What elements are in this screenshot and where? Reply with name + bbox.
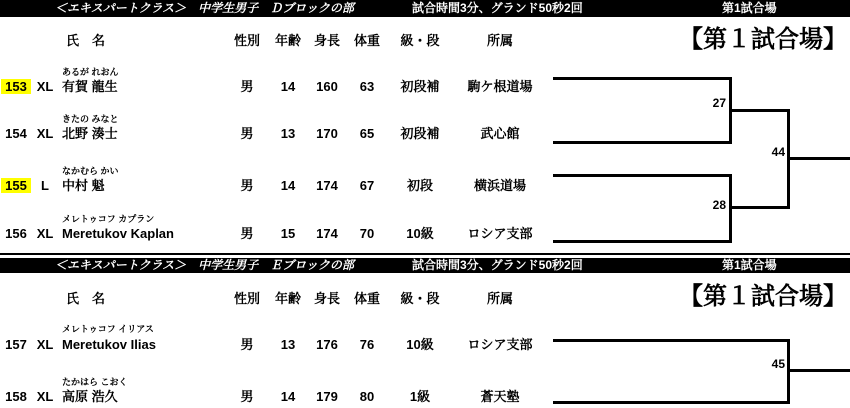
col-header-weight: 体重	[353, 33, 381, 48]
gender-value: 男	[240, 337, 254, 352]
court-title: 【第１試合場】	[679, 26, 847, 53]
uniform-size: XL	[36, 226, 54, 241]
bracket-line	[787, 369, 850, 372]
height-value: 179	[316, 389, 338, 404]
weight-value: 65	[359, 126, 375, 141]
affiliation-value: ロシア支部	[467, 337, 533, 352]
entry-number: 156	[5, 226, 27, 241]
player-name: 北野 湊士	[62, 126, 118, 141]
section-header-bar	[0, 0, 850, 17]
col-header-gender: 性別	[233, 33, 261, 48]
rank-value: 初段補	[400, 79, 440, 94]
age-value: 13	[280, 126, 296, 141]
col-header-name: 氏 名	[66, 291, 106, 306]
weight-value: 70	[359, 226, 375, 241]
gender-value: 男	[240, 389, 254, 404]
entry-number: 155	[1, 178, 31, 193]
bracket-line	[553, 339, 790, 342]
entry-number: 158	[5, 389, 27, 404]
rank-value: 初段	[406, 178, 434, 193]
player-name: 高原 浩久	[62, 389, 118, 404]
match-number: 28	[712, 198, 726, 212]
furigana: メレトゥコフ イリアス	[62, 324, 154, 334]
affiliation-value: 横浜道場	[473, 178, 527, 193]
entry-number: 157	[5, 337, 27, 352]
uniform-size: L	[41, 178, 49, 193]
col-header-rank: 級・段	[400, 33, 440, 48]
col-header-height: 身長	[313, 33, 341, 48]
affiliation-value: ロシア支部	[467, 226, 533, 241]
weight-value: 76	[359, 337, 375, 352]
rank-value: 10級	[406, 337, 434, 352]
uniform-size: XL	[36, 337, 54, 352]
court-label: 第1試合場	[722, 258, 777, 272]
affiliation-value: 蒼天塾	[480, 389, 520, 404]
player-name: 有賀 龍生	[62, 79, 118, 94]
furigana: たかはら こおく	[62, 377, 128, 387]
court-title: 【第１試合場】	[679, 283, 847, 310]
age-value: 14	[280, 389, 296, 404]
class-label: ＜エキスパートクラス＞ 中学生男子 Ｅブロックの部	[55, 258, 354, 272]
match-time-info: 試合時間3分、グランド50秒2回	[412, 1, 583, 15]
weight-value: 67	[359, 178, 375, 193]
col-header-name: 氏 名	[66, 33, 106, 48]
furigana: メレトゥコフ カプラン	[62, 214, 155, 224]
age-value: 15	[280, 226, 296, 241]
height-value: 174	[316, 226, 338, 241]
player-name: 中村 魁	[62, 178, 105, 193]
section-e-block	[0, 258, 850, 408]
section-divider	[0, 253, 850, 255]
weight-value: 80	[359, 389, 375, 404]
bracket-line	[553, 174, 732, 177]
class-label: ＜エキスパートクラス＞ 中学生男子 Ｄブロックの部	[55, 1, 354, 15]
col-header-height: 身長	[313, 291, 341, 306]
bracket-line	[553, 401, 790, 404]
uniform-size: XL	[36, 79, 54, 94]
col-header-affiliation: 所属	[486, 33, 514, 48]
furigana: あるが れおん	[62, 67, 119, 77]
uniform-size: XL	[36, 126, 54, 141]
bracket-line	[787, 157, 850, 160]
age-value: 14	[280, 178, 296, 193]
col-header-age: 年齢	[274, 33, 302, 48]
player-name: Meretukov Ilias	[62, 337, 156, 352]
height-value: 170	[316, 126, 338, 141]
affiliation-value: 駒ケ根道場	[467, 79, 533, 94]
court-label: 第1試合場	[722, 1, 777, 15]
affiliation-value: 武心館	[480, 126, 520, 141]
col-header-weight: 体重	[353, 291, 381, 306]
col-header-rank: 級・段	[400, 291, 440, 306]
bracket-line	[553, 240, 732, 243]
gender-value: 男	[240, 178, 254, 193]
bracket-line	[729, 109, 790, 112]
bracket-line	[553, 77, 732, 80]
rank-value: 1級	[409, 389, 431, 404]
entry-number: 153	[1, 79, 31, 94]
age-value: 13	[280, 337, 296, 352]
player-name: Meretukov Kaplan	[62, 226, 174, 241]
match-number: 27	[712, 96, 726, 110]
col-header-age: 年齢	[274, 291, 302, 306]
match-number: 45	[771, 357, 785, 371]
col-header-gender: 性別	[233, 291, 261, 306]
entry-number: 154	[5, 126, 27, 141]
section-header-bar	[0, 258, 850, 273]
match-number: 44	[771, 145, 785, 159]
furigana: なかむら かい	[62, 166, 119, 176]
height-value: 160	[316, 79, 338, 94]
height-value: 176	[316, 337, 338, 352]
weight-value: 63	[359, 79, 375, 94]
gender-value: 男	[240, 79, 254, 94]
bracket-line	[729, 206, 790, 209]
bracket-line	[553, 141, 732, 144]
rank-value: 10級	[406, 226, 434, 241]
match-time-info: 試合時間3分、グランド50秒2回	[412, 258, 583, 272]
age-value: 14	[280, 79, 296, 94]
col-header-affiliation: 所属	[486, 291, 514, 306]
gender-value: 男	[240, 126, 254, 141]
gender-value: 男	[240, 226, 254, 241]
uniform-size: XL	[36, 389, 54, 404]
furigana: きたの みなと	[62, 114, 119, 124]
height-value: 174	[316, 178, 338, 193]
rank-value: 初段補	[400, 126, 440, 141]
